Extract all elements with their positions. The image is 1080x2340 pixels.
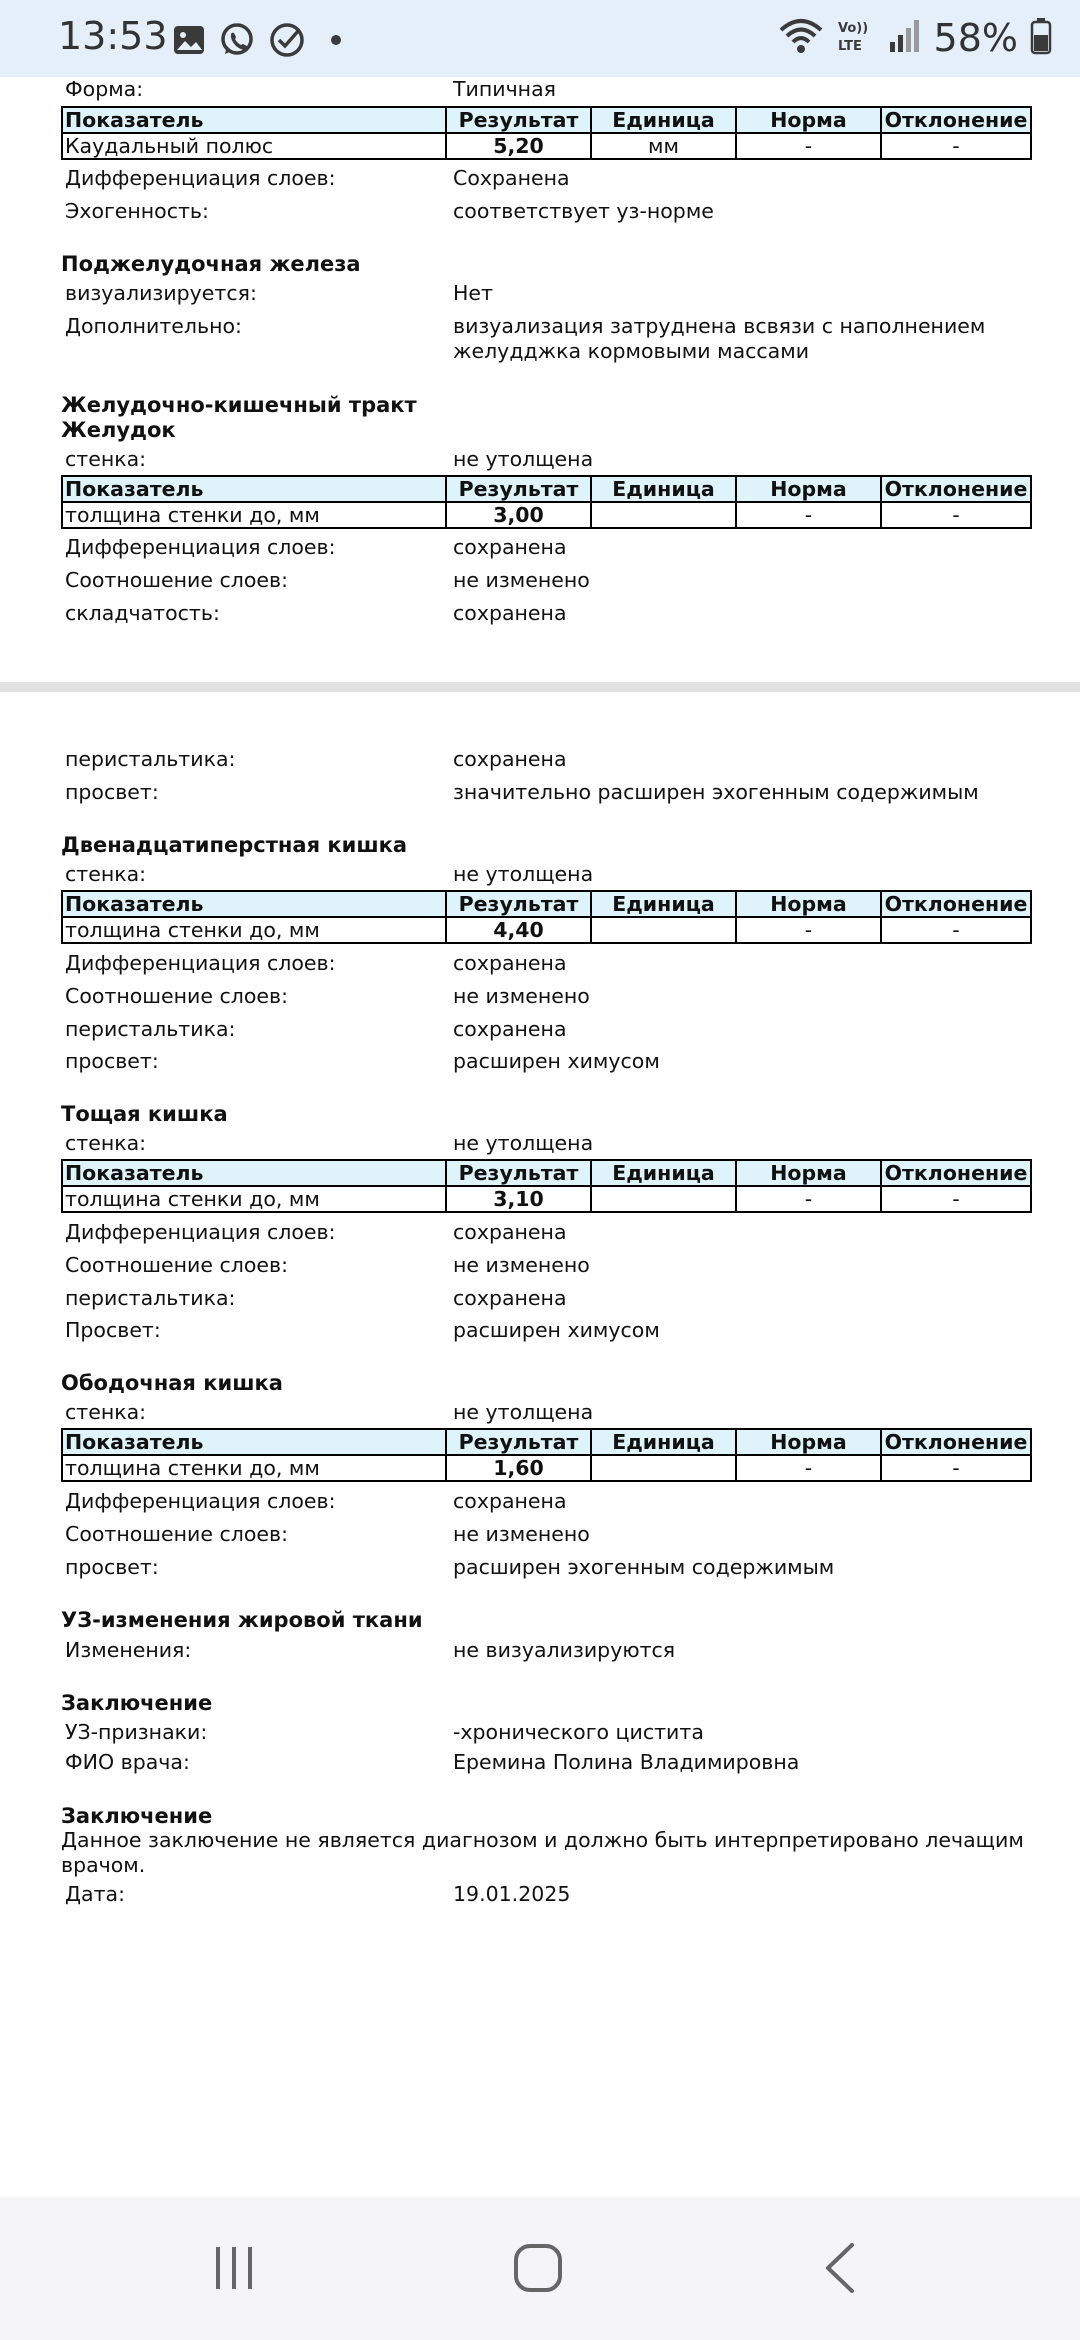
duodenum-ratio-value: не изменено: [453, 984, 590, 1008]
table-row: [62, 1186, 1031, 1212]
colon-lumen-label: просвет:: [65, 1555, 159, 1579]
header-unit: Единица: [591, 107, 736, 133]
cell-deviation: -: [881, 1186, 1031, 1212]
header-unit: Единица: [591, 1429, 736, 1455]
header-norm: Норма: [736, 1160, 881, 1186]
check-circle-icon: [268, 21, 306, 59]
disclaimer-line-1: Данное заключение не является диагнозом и должно быть интерпретировано лечащим: [61, 1828, 1024, 1852]
colon-diff-value: сохранена: [453, 1489, 567, 1513]
stomach-lumen-value: значительно расширен эхогенным содержимым: [453, 780, 979, 804]
header-indicator: Показатель: [62, 1429, 446, 1455]
stomach-ratio-label: Соотношение слоев:: [65, 568, 289, 592]
cell-result: 3,10: [446, 1186, 591, 1212]
colon-ratio-value: не изменено: [453, 1522, 590, 1546]
stomach-table: [61, 475, 1032, 529]
cell-deviation: -: [881, 1455, 1031, 1481]
status-bar: [0, 0, 1080, 77]
header-norm: Норма: [736, 1429, 881, 1455]
duodenum-diff-value: сохранена: [453, 951, 567, 975]
svg-text:LTE: LTE: [837, 39, 862, 54]
table-header-row: [62, 1160, 1031, 1186]
cell-indicator: толщина стенки до, мм: [62, 1455, 446, 1481]
section-title-git: Желудочно-кишечный тракт: [61, 393, 417, 417]
duodenum-wall-value: не утолщена: [453, 862, 594, 886]
echo-label: Эхогенность:: [65, 199, 209, 223]
cell-indicator: толщина стенки до, мм: [62, 502, 446, 528]
disclaimer-line-2: врачом.: [61, 1853, 146, 1877]
jejunum-table: [61, 1159, 1032, 1213]
jejunum-ratio-value: не изменено: [453, 1253, 590, 1277]
header-unit: Единица: [591, 1160, 736, 1186]
header-deviation: Отклонение: [881, 891, 1031, 917]
jejunum-wall-value: не утолщена: [453, 1131, 594, 1155]
stomach-fold-value: сохранена: [453, 601, 567, 625]
jejunum-wall-label: стенка:: [65, 1131, 147, 1155]
header-norm: Норма: [736, 476, 881, 502]
header-unit: Единица: [591, 891, 736, 917]
doctor-label: ФИО врача:: [65, 1750, 190, 1774]
cell-deviation: -: [881, 502, 1031, 528]
header-result: Результат: [446, 1429, 591, 1455]
pancreas-add-value-2: желудджка кормовыми массами: [453, 339, 810, 363]
table-header-row: [62, 1429, 1031, 1455]
jejunum-ratio-label: Соотношение слоев:: [65, 1253, 289, 1277]
cell-result: 4,40: [446, 917, 591, 943]
section-title-jejunum: Тощая кишка: [61, 1102, 228, 1126]
header-deviation: Отклонение: [881, 476, 1031, 502]
duodenum-wall-label: стенка:: [65, 862, 147, 886]
date-label: Дата:: [65, 1882, 125, 1906]
fat-label: Изменения:: [65, 1638, 192, 1662]
stomach-fold-label: складчатость:: [65, 601, 220, 625]
jejunum-diff-label: Дифференциация слоев:: [65, 1220, 336, 1244]
caudal-table: [61, 106, 1032, 160]
stomach-wall-value: не утолщена: [453, 447, 594, 471]
page-separator: [0, 682, 1080, 692]
stomach-diff-value: сохранена: [453, 535, 567, 559]
stomach-peri-value: сохранена: [453, 747, 567, 771]
stomach-lumen-label: просвет:: [65, 780, 159, 804]
duodenum-lumen-value: расширен химусом: [453, 1049, 660, 1073]
echo-value: соответствует уз-норме: [453, 199, 714, 223]
cell-norm: -: [736, 1455, 881, 1481]
battery-percent: 58%: [933, 16, 1018, 60]
document-page-1: [0, 77, 1080, 689]
jejunum-lumen-value: расширен химусом: [453, 1318, 660, 1342]
cell-indicator: толщина стенки до, мм: [62, 1186, 446, 1212]
table-header-row: [62, 107, 1031, 133]
section-title-stomach: Желудок: [61, 418, 176, 442]
colon-ratio-label: Соотношение слоев:: [65, 1522, 289, 1546]
jejunum-peri-label: перистальтика:: [65, 1286, 236, 1310]
dot-icon: [318, 25, 348, 55]
forma-label: Форма:: [65, 77, 144, 101]
table-row: [62, 917, 1031, 943]
cell-result: 3,00: [446, 502, 591, 528]
stomach-diff-label: Дифференциация слоев:: [65, 535, 336, 559]
table-header-row: [62, 891, 1031, 917]
pancreas-vis-value: Нет: [453, 281, 493, 305]
cell-norm: -: [736, 133, 881, 159]
whatsapp-icon: [218, 21, 256, 59]
section-title-duodenum: Двенадцатиперстная кишка: [61, 833, 408, 857]
cell-result: 5,20: [446, 133, 591, 159]
duodenum-peri-value: сохранена: [453, 1017, 567, 1041]
header-indicator: Показатель: [62, 1160, 446, 1186]
header-indicator: Показатель: [62, 107, 446, 133]
us-signs-label: УЗ-признаки:: [65, 1720, 208, 1744]
pancreas-vis-label: визуализируется:: [65, 281, 257, 305]
cell-indicator: Каудальный полюс: [62, 133, 446, 159]
battery-icon: [1030, 17, 1052, 59]
cell-deviation: -: [881, 917, 1031, 943]
date-value: 19.01.2025: [453, 1882, 571, 1906]
notification-icons: [172, 21, 348, 59]
header-deviation: Отклонение: [881, 1160, 1031, 1186]
header-norm: Норма: [736, 891, 881, 917]
header-deviation: Отклонение: [881, 1429, 1031, 1455]
duodenum-peri-label: перистальтика:: [65, 1017, 236, 1041]
cell-unit: [591, 917, 736, 943]
stomach-wall-label: стенка:: [65, 447, 147, 471]
colon-wall-label: стенка:: [65, 1400, 147, 1424]
table-row: [62, 1455, 1031, 1481]
cell-unit: [591, 1455, 736, 1481]
header-unit: Единица: [591, 476, 736, 502]
document-page-2: [0, 692, 1080, 2197]
cell-unit: [591, 1186, 736, 1212]
table-row: [62, 133, 1031, 159]
status-right: [778, 16, 1052, 60]
duodenum-table: [61, 890, 1032, 944]
cell-norm: -: [736, 502, 881, 528]
cell-norm: -: [736, 1186, 881, 1212]
pancreas-add-value-1: визуализация затруднена всвязи с наполнением: [453, 314, 986, 338]
header-indicator: Показатель: [62, 476, 446, 502]
stomach-ratio-value: не изменено: [453, 568, 590, 592]
navigation-bar: [0, 2197, 1080, 2340]
recent-apps-icon[interactable]: [205, 2237, 265, 2301]
colon-wall-value: не утолщена: [453, 1400, 594, 1424]
pancreas-add-label: Дополнительно:: [65, 314, 242, 338]
volte-icon: [836, 16, 876, 60]
colon-table: [61, 1428, 1032, 1482]
jejunum-diff-value: сохранена: [453, 1220, 567, 1244]
section-title-pancreas: Поджелудочная железа: [61, 252, 361, 276]
forma-value: Типичная: [453, 77, 556, 101]
diff-value: Сохранена: [453, 166, 570, 190]
cell-norm: -: [736, 917, 881, 943]
wifi-icon: [778, 16, 824, 60]
section-title-fat: УЗ-изменения жировой ткани: [61, 1608, 423, 1632]
header-result: Результат: [446, 1160, 591, 1186]
gallery-icon: [172, 23, 206, 57]
duodenum-diff-label: Дифференциация слоев:: [65, 951, 336, 975]
header-indicator: Показатель: [62, 891, 446, 917]
fat-value: не визуализируются: [453, 1638, 676, 1662]
table-row: [62, 502, 1031, 528]
table-header-row: [62, 476, 1031, 502]
signal-icon: [888, 18, 922, 58]
diff-label: Дифференциация слоев:: [65, 166, 336, 190]
svg-text:Vo)): Vo)): [837, 21, 868, 36]
colon-diff-label: Дифференциация слоев:: [65, 1489, 336, 1513]
header-result: Результат: [446, 476, 591, 502]
header-norm: Норма: [736, 107, 881, 133]
stomach-peri-label: перистальтика:: [65, 747, 236, 771]
cell-unit: мм: [591, 133, 736, 159]
jejunum-lumen-label: Просвет:: [65, 1318, 161, 1342]
cell-result: 1,60: [446, 1455, 591, 1481]
status-time: 13:53: [58, 14, 168, 58]
duodenum-ratio-label: Соотношение слоев:: [65, 984, 289, 1008]
header-result: Результат: [446, 107, 591, 133]
home-icon[interactable]: [508, 2237, 568, 2301]
doctor-value: Еремина Полина Владимировна: [453, 1750, 800, 1774]
header-deviation: Отклонение: [881, 107, 1031, 133]
colon-lumen-value: расширен эхогенным содержимым: [453, 1555, 835, 1579]
header-result: Результат: [446, 891, 591, 917]
section-title-conclusion: Заключение: [61, 1691, 213, 1715]
section-title-conclusion-2: Заключение: [61, 1804, 213, 1828]
duodenum-lumen-label: просвет:: [65, 1049, 159, 1073]
back-icon[interactable]: [812, 2237, 872, 2301]
cell-indicator: толщина стенки до, мм: [62, 917, 446, 943]
cell-deviation: -: [881, 133, 1031, 159]
cell-unit: [591, 502, 736, 528]
us-signs-value: -хронического цистита: [453, 1720, 704, 1744]
section-title-colon: Ободочная кишка: [61, 1371, 283, 1395]
jejunum-peri-value: сохранена: [453, 1286, 567, 1310]
